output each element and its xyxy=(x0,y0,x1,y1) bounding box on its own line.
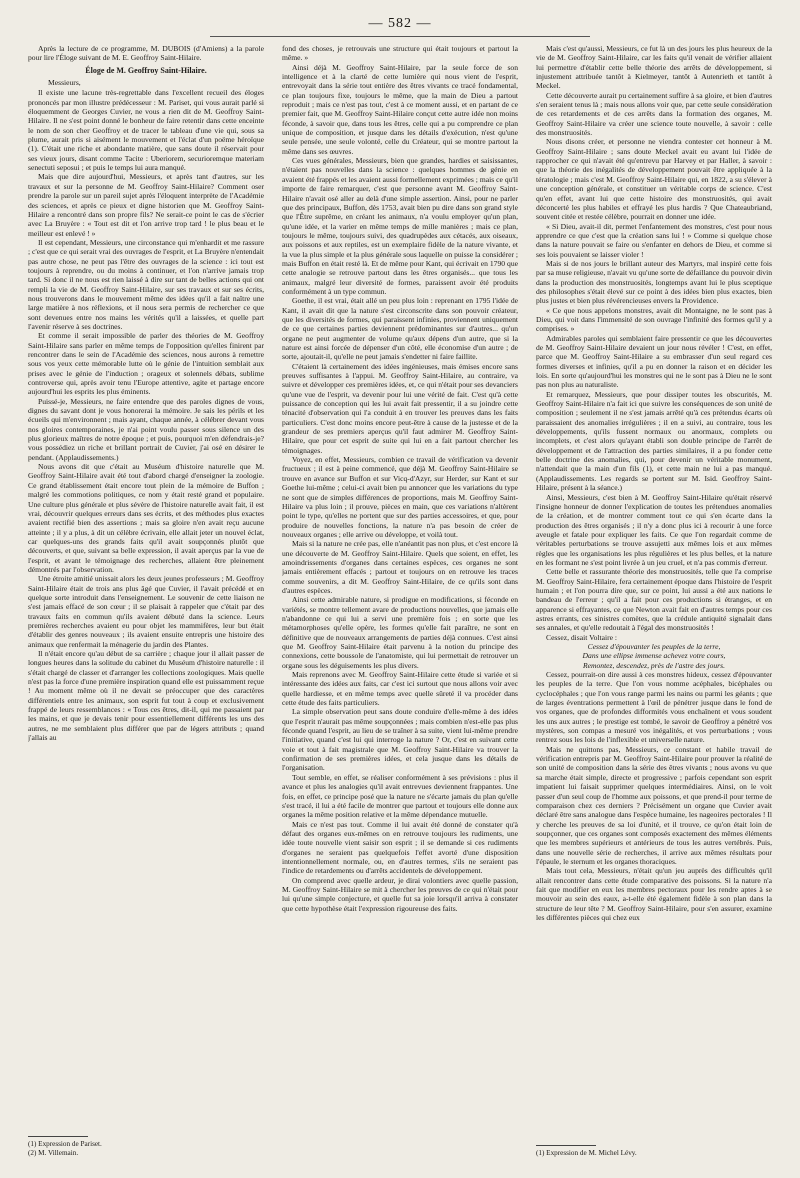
paragraph: Il n'était encore qu'au début de sa carrière ; chaque jour il allait passer de longues heures dans la solitude du cabinet du Muséum d'histoire naturelle : il s'était chargé de classer et d'arranger les collections zoologiques. Mais quelle n'est pas la force d'une première inspiration quand elle est puissamment reçue ! Au moment même où il ne devait se préoccuper que des caractères différentiels entre les animaux, son esprit fut tout à coup et exclusivement frappé de leurs ressemblances : « Tous ces êtres, dit-il, qui me passaient par les mains, et que je devais tenir pour essentiellement différents les uns des autres, ne me semblaient plus différer que par de légers attributs ; quand j'allais au xyxy=(28,649,264,743)
intro-paragraph: Après la lecture de ce programme, M. DUBOIS (d'Amiens) a la parole pour lire l'Éloge suivant de M. E. Geoffroy Saint-Hilaire. xyxy=(28,44,264,63)
paragraph: Cessez, pourrait-on dire aussi à ces monstres hideux, cessez d'épouvanter les peuples de la terre. Que l'on vous nomme acéphales, bicéphales ou cyclocéphales ; que l'on vous range parmi les nains ou parmi les géants ; que de larges éventrations permettent à l'œil de pénétrer jusque dans le fond de vos organes, que de profondes difformités vous enchaînent et vous soudent les uns aux autres ; le prestige est tombé, le savoir de Geoffroy a pénétré vos mystères, son compas a mesuré vos inégalités, et vos perturbations ; vous rentrez sous les lois de l'inflexible et universelle nature. xyxy=(536,670,772,745)
footnote: (1) Expression de Pariset. xyxy=(28,1140,102,1148)
paragraph: Admirables paroles qui semblaient faire pressentir ce que les découvertes de M. Geoffroy Saint-Hilaire devaient un jour nous révéler ! C'est, en effet, parce que M. Geoffroy Saint-Hilaire a su embrasser d'un seul regard ces formes diverses et infinies, qu'il a pu en donner la raison et en décider les lois. En sorte qu'aujourd'hui les monstres qui ne le sont pas à Dieu ne le sont pas non plus au naturaliste. xyxy=(536,333,772,390)
paragraph: On comprend avec quelle ardeur, je dirai volontiers avec quelle passion, M. Geoffroy Saint-Hilaire se mit à chercher les preuves de ce qui n'était pour lui qu'une simple conjecture, et quelle fut sa joie lorsqu'il arriva à constater que cette hypothèse était l'expression rigoureuse des faits. xyxy=(282,875,518,913)
footnote: (2) M. Villemain. xyxy=(28,1149,79,1157)
paragraph: « Si Dieu, avait-il dit, permet l'enfantement des monstres, c'est pour nous apprendre ce que c'est que la création sans lui ! » Comme si quelque chose dans la nature pouvait se faire ou s'enfanter en dehors de Dieu, et comme si ses lois pouvaient se laisser violer ! xyxy=(536,221,772,259)
paragraph: Remontez, descendez, près de l'astre des jours. xyxy=(582,660,725,670)
paragraph: Mais ne quittons pas, Messieurs, ce constant et habile travail de vérification entrepris par M. Geoffroy Saint-Hilaire pour prouver la réalité de son unité de composition dans la série des êtres vivants ; nous avons vu que sa marche était simple, directe et progressive ; parfois cependant son esprit impatient lui faisait supprimer quelques intermédiaires. Ainsi, on le voit passer d'un seul coup de l'homme aux poissons, et que prend-il pour terme de comparaison chez ces derniers ? Précisément un organe que Cuvier avait déclaré être sans analogue dans l'espèce humaine, les nageoires pectorales ! Il y cherche les preuves de sa loi d'unité, et il trouve, ce qu'on était loin de soupçonner, que ces organes sont composés exactement des mêmes éléments que les membres supérieurs et antérieurs de tous les autres vertébrés. Puis, dans une nouvelle série de recherches, il arrive aux mêmes résultats pour l'épaule, le sternum et les organes thoraciques. xyxy=(536,744,772,866)
paragraph: Mais tout cela, Messieurs, n'était qu'un jeu auprès des difficultés qu'il allait rencontrer dans cette étude comparative des poissons. Si la nature n'a fait que modifier en eux les membres pectoraux pour les rendre aptes à se mouvoir au sein des eaux, a-t-elle été également fidèle à son plan dans la structure de leur tête ? M. Geoffroy Saint-Hilaire, pour s'en assurer, examine les différentes pièces qui chez eux xyxy=(536,866,772,922)
paragraph: Dans une ellipse immense achevez votre cours, xyxy=(582,651,726,661)
paragraph: Mais si de nos jours le brillant auteur des Martyrs, mal inspiré cette fois par sa muse religieuse, n'avait vu qu'une sorte de défaillance du pouvoir divin dans la production des monstruosités, longtemps avant lui le plus sceptique des philosophes s'était élevé sur ce point à des idées bien plus exactes, bien plus justes et bien plus révérencieuses envers la Providence. xyxy=(536,258,772,306)
column-1-footnotes xyxy=(28,1132,264,1158)
paragraph: Et remarquez, Messieurs, que pour dissiper toutes les obscurités, M. Geoffroy Saint-Hilaire n'a fait ici que suivre les conséquences de son unité de composition ; seulement il ne s'est jamais arrêté qu'à ces prétendus écarts où paraissaient des anomalies irrégulières ; il en a suivi, au contraire, tous les développements, qu'ils fussent normaux ou anormaux, complets ou incomplets, et c'est alors qu'ayant établi son double principe de l'arrêt de développement et de l'attraction des parties similaires, il a pu fonder cette belle doctrine des anomalies, qui, pour devenir un véritable monument, n'attendait que la main d'un fils (1), et cette main ne lui a pas manqué. (Applaudissements. Les regards se portent sur M. Isid. Geoffroy Saint-Hilaire, présent à la séance.) xyxy=(536,389,772,493)
column-3-footnotes xyxy=(536,1141,772,1158)
paragraph: Mais que dire aujourd'hui, Messieurs, et après tant d'autres, sur les travaux et sur la personne de M. Geoffroy Saint-Hilaire? Comment oser prendre la parole sur un pareil sujet après l'éloquent interprète de l'Académie des sciences, et après ce pieux et digne historien que M. Geoffroy Saint-Hilaire a rencontré dans son propre fils? Ne serait-ce point le cas de s'écrier avec La Bruyère : « Tout est dit et l'on arrive trop tard ! le plus beau et le meilleur est enlevé ! » xyxy=(28,172,264,238)
column-1 xyxy=(28,44,264,1164)
paragraph: Ainsi, Messieurs, c'est bien à M. Geoffroy Saint-Hilaire qu'était réservé l'insigne honneur de donner l'explication de toutes les prétendues anomalies de la création, et de montrer comment tout ce qui s'en écarte dans la production des êtres organisés ; il n'y a donc plus ici à recourir à une force aveugle et fatale pour expliquer les faits. Ce que l'on regardait comme de véritables perturbations se trouve assujetti aux mêmes lois et aux mêmes règles que les organisations les plus régulières et les plus belles, et la nature en les formant ne s'est point livrée à un jeu cruel, et n'a pas commis d'erreur. xyxy=(536,492,772,567)
paragraph: Ainsi déjà M. Geoffroy Saint-Hilaire, par la seule force de son intelligence et à la clarté de cette lumière qui nous vient de l'esprit, entrevoyait dans la série tout entière des êtres vivants ce tracé fondamental, ce plan toujours fixe, toujours le même, que la main de Dieu a partout reproduit ; mais ce n'est pas tout, c'est à ce moment aussi, et en partant de ce premier fait, que M. Geoffroy Saint-Hilaire conçut cette autre idée non moins féconde, à savoir que, dans tous les êtres, celle qui a pu comprendre ce plan unique de composition, et jusque dans les détails d'exécution, n'est qu'une seule pensée, une seule volonté, celle du Créateur, qui se montre partout la même dans ses œuvres. xyxy=(282,62,518,156)
paragraph: Il est cependant, Messieurs, une circonstance qui m'enhardit et me rassure ; c'est que ce qui serait vrai des ouvrages de l'esprit, et La Bruyère n'entendait pas autre chose, ne peut pas l'être des ouvrages de la science : ici tout est toujours à reprendre, ou du moins à continuer, et l'on n'arrive jamais trop tard. Si donc il ne nous est rien laissé à dire sur tant de belles actions qui ont rempli la vie de M. Geoffroy Saint-Hilaire, sur ses travaux et sur ses écrits, nous trouverons dans le mouvement même des idées qu'il a fait naître une large matière à nos réflexions, et il nous sera permis de rechercher ce que sont devenues entre nos mains les vérités qu'il a laissées, et quelle part l'avenir réserve à ses doctrines. xyxy=(28,237,264,331)
page-number: — 582 — xyxy=(368,16,432,31)
paragraph: « Ce que nous appelons monstres, avait dit Montaigne, ne le sont pas à Dieu, qui voit dans l'immensité de son ouvrage l'infinité des formes qu'il y a comprises. » xyxy=(536,305,772,334)
paragraph: Voyez, en effet, Messieurs, combien ce travail de vérification va devenir fructueux ; il est à peine commencé, que déjà M. Geoffroy Saint-Hilaire se trouve en avance sur Buffon et sur Vicq-d'Azyr, sur Herder, sur Kant et sur Goethe lui-même ; celui-ci avait bien pu annoncer que les variations du type ne sont que de simples différences de proportions, mais M. Geoffroy Saint-Hilaire va plus loin ; il prouve, pièces en main, que ces variations n'altèrent point le type, qu'elles ne portent que sur des parties accessoires, et que, pour produire de nouvelles fonctions, la nature n'a pas besoin de créer de nouveaux organes ; elle arrive ou développe, et voilà tout. xyxy=(282,455,518,539)
text-columns xyxy=(28,44,772,1164)
paragraph: Mais c'est qu'aussi, Messieurs, ce fut là un des jours les plus heureux de la vie de M. Geoffroy Saint-Hilaire, car les faits qu'il venait de vérifier allaient lui permettre d'établir cette belle théorie des arrêts de développement, si injustement attribuée tantôt à Kielmeyer, tantôt à Autenrieth et tantôt à Meckel. xyxy=(536,44,772,91)
salutation: Messieurs, xyxy=(48,78,81,88)
paragraph: Goethe, il est vrai, était allé un peu plus loin : reprenant en 1795 l'idée de Kant, il avait dit que la nature s'est circonscrite dans son pouvoir créateur, que les diversités de formes, qui paraissent infinies, proviennent uniquement de ce que certaines parties deviennent prédominantes sur d'autres... qu'un organe ne peut augmenter de volume qu'aux dépens d'un autre, que si la nature est ainsi forcée de dépenser d'un côté, elle économise d'un autre ; de sorte, ajoutait-il, qu'elle ne peut jamais s'endetter ni faire faillite. xyxy=(282,296,518,362)
paragraph: Ces vues générales, Messieurs, bien que grandes, hardies et saisissantes, n'étaient pas nouvelles dans la science : quelques hommes de génie en avaient été frappés et les avaient aussi formellement exprimées ; mais ce qu'il importe de faire remarquer, c'est que personne avant M. Geoffroy Saint-Hilaire n'avait osé aller au delà d'une simple assertion. Ainsi, pour ne parler que des principaux, Buffon, dès 1753, avait bien pu dire dans son grand style que l'Être suprême, en créant les animaux, n'a voulu employer qu'un plan, qu'une idée, et la varier en même temps de mille manières ; mais ce plan, toujours le même, toujours suivi, des quadrupèdes aux cétacés, aux oiseaux, aux poissons et aux reptiles, est un exemplaire fidèle de la nature vivante, et la vue la plus simple et la plus générale sous laquelle on puisse la considérer ; mais Buffon en était resté là. Et de même pour Kant, qui écrivait en 1790 que cette analogie se retrouve partout dans les êtres organisés... que tous les animaux, malgré leur diversité de formes, paraissent avoir été produits conformément à un type commun. xyxy=(282,156,518,296)
paragraph: Mais si la nature ne crée pas, elle n'anéantit pas non plus, et c'est encore là une découverte de M. Geoffroy Saint-Hilaire. Quels que soient, en effet, les amoindrissements d'organes dans certaines espèces, ces organes ne sont jamais entièrement effacés ; partout et toujours on en retrouve les traces comme souvenirs, a dit M. Geoffroy Saint-Hilaire, de ce qu'ils sont dans d'autres espèces. xyxy=(282,539,518,595)
paragraph: Mais reprenons avec M. Geoffroy Saint-Hilaire cette étude si variée et si intéressante des idées aux faits, car c'est ici surtout que nous allons voir avec quelle hardiesse, et en même temps avec quelle sûreté il va procéder dans cette étude des faits particuliers. xyxy=(282,670,518,708)
column-3 xyxy=(536,44,772,1164)
paragraph: Il existe une lacune très-regrettable dans l'excellent recueil des éloges prononcés par mon illustre prédécesseur : M. Pariset, qui vous aurait parlé si éloquemment de Georges Cuvier, ne vous a rien dit de M. Geoffroy Saint-Hilaire. Il ne s'est point donné le bonheur de faire retentir dans cette enceinte le nom de son cher Geoffroy et de tracer le tableau d'une vie qui, sous sa plume, aurait pris si aisément le mouvement et l'éclat d'un poëme héroïque (1). C'était une riche et abondante matière, que sans doute il réservait pour ses vieux jours, disant comme Tacite : Uberiorem, securioremque materiam senectuti seposui ; et puis le temps lui aura manqué. xyxy=(28,88,264,173)
paragraph: Ainsi cette admirable nature, si prodigue en modifications, si féconde en variétés, se montre tellement avare de productions nouvelles, que jamais elle n'abandonne ce qui lui a servi une première fois ; en sorte que les métamorphoses qu'elle opère, les formes qu'elle fait paraître, ne sont en définitive que de nouveaux arrangements de parties déjà connues. C'est ainsi que M. Geoffroy Saint-Hilaire était parvenu à la notion du principe des connexions, cette boussole de l'anatomiste, qui lui permettait de retrouver un organe sous les déguisements les plus divers. xyxy=(282,595,518,670)
column-3-body xyxy=(536,44,772,922)
paragraph: Cette belle et rassurante théorie des monstruosités, telle que l'a comprise M. Geoffroy Saint-Hilaire, fera certainement époque dans l'histoire de l'esprit humain ; et l'on pourra dire que, sur ce point, lui aussi a été aux nations le bandeau de l'erreur ; qu'il a fait pour ces productions si étranges, et en apparence si effrayantes, ce que Newton avait fait en d'autres temps pour ces astres errants, ces sinistres comètes, que la crédule antiquité signalait dans ses annales, et qu'elle redoutait à l'égal des monstruosités ! xyxy=(536,567,772,633)
paragraph: fond des choses, je retrouvais une structure qui était toujours et partout la même. » xyxy=(282,44,518,63)
column-1-body xyxy=(28,88,264,742)
paragraph: Tout semble, en effet, se réaliser conformément à ses prévisions : plus il avance et plus les analogies qu'il avait entrevues deviennent frappantes. Une fois, en effet, ce principe posé que la nature ne s'écarte jamais du plan qu'elle s'est tracé, il lui a été facile de montrer que partout et toujours elle donne aux organes la même position relative et la même dépendance mutuelle. xyxy=(282,772,518,820)
paragraph: Nous avons dit que c'était au Muséum d'histoire naturelle que M. Geoffroy Saint-Hilaire avait été tout d'abord chargé d'enseigner la zoologie. Ce grand établissement était encore tout plein de la mémoire de Buffon ; malgré les commotions politiques, ce nom y était resté grand et populaire. Une culture plus générale et plus sévère de l'histoire naturelle avait fait, il est vrai, découvrir quelques erreurs dans ses écrits, et des méthodes plus exactes avaient rectifié bien des assertions ; mais sa gloire n'en avait reçu aucune atteinte ; il y a plus, à dit un célèbre écrivain, elle allait jeter un nouvel éclat, car quelques-uns des grands faits qu'il avait soupçonnés plutôt que découverts, et que, suivant sa belle expression, il avait aperçus par la vue de l'esprit, et avant le témoignage des recherches, allaient être pleinement démontrés par l'observation. xyxy=(28,462,264,574)
article-title: Éloge de M. Geoffroy Saint-Hilaire. xyxy=(85,65,207,75)
paragraph: Mais ce n'est pas tout. Comme il lui avait été donné de constater qu'à défaut des organes eux-mêmes on en retrouve toujours les rudiments, une idée toute nouvelle vient saisir son esprit ; il se demande si ces rudiments d'organes ne seraient pas quelquefois l'effet avorté d'une disposition intentionnellement normale, ou, en d'autres termes, s'ils ne seraient pas l'indice de retardements ou d'arrêts accidentels de développement. xyxy=(282,819,518,876)
paragraph: Cessez, disait Voltaire : xyxy=(546,632,618,642)
paragraph: La simple observation peut sans doute conduire d'elle-même à des idées que l'esprit n'aurait pas même soupçonnées ; mais combien n'est-elle pas plus féconde quand l'esprit, au lieu de se traîner à sa suite, vient lui-même prendre l'initiative, quand c'est lui qui interroge la nature ? Or, c'est en suivant cette voie et tout à fait magistrale que M. Geoffroy Saint-Hilaire va trouver la confirmation de ses premières idées, et cela jusque dans les détails de l'organisation. xyxy=(282,707,518,773)
paragraph: Puissé-je, Messieurs, ne faire entendre que des paroles dignes de vous, dignes du savant dont je vous honorerai la mémoire. Je sais les périls et les écueils qui m'environnent ; mais ayant, chaque année, à célébrer devant vous nos gloires contemporaines, je n'ai point voulu passer sous silence un des plus glorieux maîtres de notre époque ; et puis, pourquoi m'en défendrais-je? vous possédiez un riche et brillant portrait de Cuvier, j'ai osé en désirer le pendant. (Applaudissements.) xyxy=(28,396,264,462)
paragraph: Une étroite amitié unissait alors les deux jeunes professeurs ; M. Geoffroy Saint-Hilaire était de trois ans plus âgé que Cuvier, il l'avait précédé et en quelque sorte introduit dans l'enseignement. Le souvenir de cette liaison ne s'est jamais effacé de son cœur ; il se plaisait à rappeler que c'était par des travaux faits en commun qu'ils avaient débuté dans la science. Leurs premières recherches avaient eu pour objet les mammifères, leur but était d'établir des genres nouveaux ; ils avaient ensuite entrepris une histoire des animaux que renfermait la ménagerie du jardin des Plantes. xyxy=(28,574,264,649)
footnote-rule xyxy=(28,1136,88,1137)
column-2-body xyxy=(282,44,518,913)
column-2 xyxy=(282,44,518,1164)
footnote: (1) Expression de M. Michel Lévy. xyxy=(536,1149,637,1157)
header-rule xyxy=(210,36,590,37)
paragraph: Et comme il serait impossible de parler des théories de M. Geoffroy Saint-Hilaire sans parler en même temps de l'opposition qu'elles finirent par rencontrer dans le sein de l'Académie des sciences, nous aurons à remettre sous vos yeux cette mémorable lutte où le génie de l'intuition semblait aux prises avec le génie de l'induction ; orageux et solennels débats, sublime controverse qui, après avoir tenu l'Europe attentive, agite et partage encore aujourd'hui les esprits les plus éminents. xyxy=(28,331,264,397)
paragraph: Cessez d'épouvanter les peuples de la terre, xyxy=(587,642,721,651)
paragraph: Nous disons créer, et personne ne viendra contester cet honneur à M. Geoffroy Saint-Hilaire ; sans doute Meckel avait eu avant lui l'idée de rapprocher ce qui n'avait été qu'entrevu par Harvey et par Haller, à savoir : que la théorie des inégalités de développement pouvait être appliquée à la tératologie ; mais c'est M. Geoffroy Saint-Hilaire qui, en 1822, a su s'élever à une conception générale, et constituer un véritable corps de science. C'est qu'en effet, avant lui que cette histoire des monstruosités, qui avait déconcerté les plus habiles et effrayé les plus hardis ? Que Chateaubriand, souvent citée et restée célèbre, pourrait en donner une idée. xyxy=(536,137,772,222)
paragraph: C'étaient là certainement des idées ingénieuses, mais émises encore sans preuves suffisantes à l'appui. M. Geoffroy Saint-Hilaire, au contraire, va suivre et développer ces premières idées, et, ce qui n'était pour ses devanciers qu'une vue de l'esprit, va devenir pour lui une vérité de fait. C'est qu'à cette puissance de conception qui les lui avait fait pressentir, il a su joindre cette ténacité d'observation qui l'a conduit à en trouver les preuves dans les faits particuliers. C'est donc moins encore peut-être à cause de la justesse et de la grandeur de ses premiers aperçus qu'il faut admirer M. Geoffroy Saint-Hilaire, que pour cet esprit de suite qui lui en a fait partout chercher les témoignages. xyxy=(282,361,518,455)
page-header xyxy=(30,10,770,38)
footnote-rule xyxy=(536,1145,596,1146)
paragraph: Cette découverte aurait pu certainement suffire à sa gloire, et bien d'autres s'en seraient tenus là ; mais nous allons voir que, par cette seule considération de ces retardements et de ces arrêts dans la formation des organes, M. Geoffroy Saint-Hilaire va créer une science toute nouvelle, à savoir : celle des monstruosités. xyxy=(536,90,772,138)
